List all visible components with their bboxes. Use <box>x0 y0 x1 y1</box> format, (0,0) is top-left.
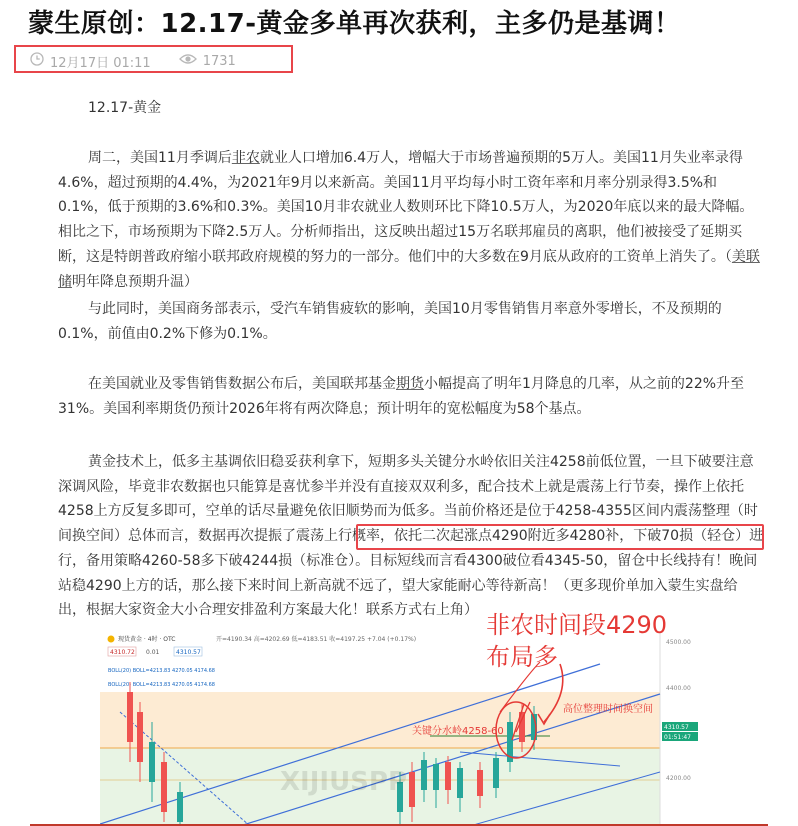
link-fed[interactable]: 美联储 <box>58 248 760 290</box>
article-subtitle: 12.17-黄金 <box>88 100 162 116</box>
chart-watermark: XIJIUSPP <box>280 767 408 797</box>
eye-icon <box>179 53 197 69</box>
annotation-title-1: 非农时间段4290 <box>486 611 668 639</box>
gold-chart-image <box>100 632 700 826</box>
view-count <box>179 53 236 69</box>
chart-ohlc: 开=4190.34 高=4202.69 低=4183.51 收=4197.25 +7.04 (+0.17%) <box>216 636 417 643</box>
ask-price: 4310.57 <box>176 649 201 656</box>
highlighted-strategy: 依托二次起涨点4290附近多4280补，下破70损（轻仓）进 <box>394 528 764 545</box>
boll-label-1: BOLL(20) BOLL=4213.83 4270.05 4174.68 <box>108 668 215 674</box>
clock-icon <box>30 52 44 70</box>
bid-price: 4310.72 <box>110 649 135 656</box>
link-nonfarm[interactable]: 非农 <box>231 150 260 166</box>
page-title: 蒙生原创：12.17-黄金多单再次获利，主多仍是基调！ <box>28 9 681 39</box>
current-price-badge: 4310.57 <box>664 724 689 731</box>
gold-icon <box>108 636 115 643</box>
annotation-curve-arrow <box>500 662 580 732</box>
chart-symbol: 现货黄金 · 4时 · OTC <box>118 636 176 643</box>
annotation-title-2: 布局多 <box>486 643 558 671</box>
paragraph-4: 黄金技术上，低多主基调依旧稳妥获利拿下，短期多头关键分水岭依旧关注4258前低位置，一旦下破要注意深调风险，毕竟非农数据也只能算是喜忧参半并没有直接双双利多，配合技术上就是震荡上行节奏，操作上依托4258上方反复多即可，空单的话尽量避免依旧顺势而为低多。当前价格还是位于4258-4355区间内震荡整理（时间换空间）总体而言，数据再次提振了震荡上行概率，依托二次起涨点4290附近多4280补，下破70损（轻仓）进行，备用策略4260-58多下破4244损（标准仓）。目标短线而言看4300破位看4345-50，留仓中长线持有！晚间站稳4290上方的话，那么接下来时间上新高就不远了，望大家能耐心等待新高！（更多现价单加入蒙生实盘给出，根据大家资金大小合理安排盈利方案最大化！联系方式右上角） <box>58 454 764 619</box>
link-futures[interactable]: 期货 <box>396 376 424 392</box>
price-tick: 4400.00 <box>666 685 691 692</box>
price-tick: 4200.00 <box>666 775 691 782</box>
paragraph-2: 与此同时，美国商务部表示，受汽车销售疲软的影响，美国10月零售销售月率意外零增长，不及预期的0.1%，前值由0.2%下修为0.1%。 <box>58 301 722 342</box>
annotation-key-level: 关键分水岭4258-60 <box>412 726 504 737</box>
price-tick: 4500.00 <box>666 639 691 646</box>
gold-chart-svg <box>100 632 700 826</box>
publish-date: 12月17日 01:11 <box>50 55 151 71</box>
paragraph-3: 在美国就业及零售销售数据公布后，美国联邦基金期货小幅提高了明年1月降息的几率，从之前的22%升至31%。美国利率期货仍预计2026年将有两次降息；预计明年的宽松幅度为58个基点。 <box>58 376 745 417</box>
boll-label-2: BOLL(20) BOLL=4213.83 4270.05 4174.68 <box>108 682 215 688</box>
spread: 0.01 <box>146 649 160 656</box>
article-meta <box>30 52 236 70</box>
view-count-value: 1731 <box>202 53 236 69</box>
annotation-consolidation: 高位整理时间换空间 <box>563 704 653 715</box>
paragraph-1: 周二，美国11月季调后非农就业人口增加6.4万人，增幅大于市场普遍预期的5万人。美国11月失业率录得4.6%，超过预期的4.4%，为2021年9月以来新高。美国11月平均每小时工资年率和月率分别录得3.5%和0.1%，低于预期的3.6%和0.3%。美国10月非农就业人数则环比下降10.5万人，为2020年底以来的最大降幅。相比之下，市场预期为下降2.5万人。分析师指出，这反映出超过15万名联邦雇员的离职，他们被接受了延期买断，这是特朗普政府缩小联邦政府规模的努力的一部分。他们中的大多数在9月底从政府的工资单上消失了。（美联储明年降息预期升温） <box>58 150 760 290</box>
current-time-badge: 01:51:47 <box>664 734 691 741</box>
strategy-highlight-box <box>356 524 764 550</box>
